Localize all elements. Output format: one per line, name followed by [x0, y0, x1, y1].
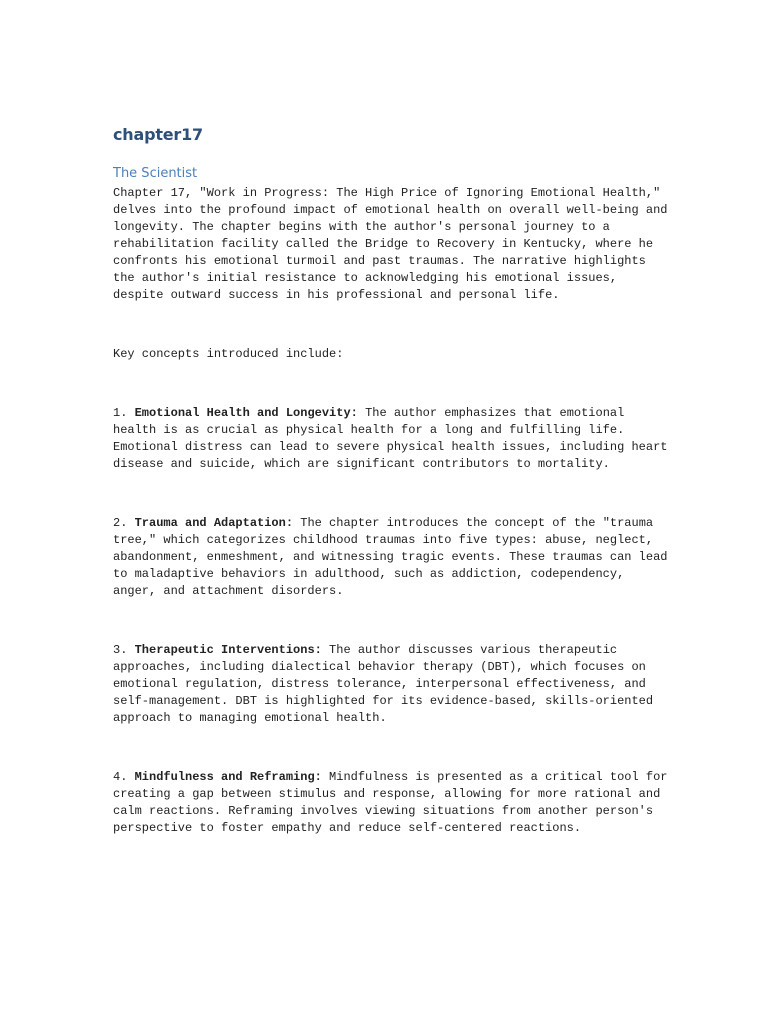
concept-title: Mindfulness and Reframing: [134, 770, 322, 784]
concept-title: Therapeutic Interventions: [134, 643, 322, 657]
concept-text: The chapter introduces the concept of the "trauma tree," which categorizes childhood traumas into five types: abuse, neglect, abandonment, enmeshment, and witnessing tragic events. These traumas can lead to maladaptive behaviors in adulthood, such as addiction, codependency, anger, and attachment disorders. [113, 516, 668, 598]
concept-number: 3. [113, 643, 128, 657]
key-concepts-intro: Key concepts introduced include: [113, 347, 344, 361]
concept-text: The author emphasizes that emotional health is as crucial as physical health for a long and fulfilling life. Emotional distress can lead to severe physical health issues, including heart disease and suicide, which are significant contributors to mortality. [113, 406, 668, 471]
section-heading: The Scientist [113, 166, 198, 181]
concept-title: Emotional Health and Longevity: [134, 406, 358, 420]
document-page [113, 124, 673, 879]
concept-item [113, 769, 673, 837]
concept-number: 1. [113, 406, 128, 420]
concept-text: Mindfulness is presented as a critical tool for creating a gap between stimulus and response, allowing for more rational and calm reactions. Reframing involves viewing situations from another person's perspective to foster empathy and reduce self-centered reactions. [113, 770, 668, 835]
concept-number: 2. [113, 516, 128, 530]
concept-item [113, 642, 673, 727]
concept-title: Trauma and Adaptation: [134, 516, 294, 530]
concept-number: 4. [113, 770, 128, 784]
concept-text: The author discusses various therapeutic approaches, including dialectical behavior therapy (DBT), which focuses on emotional regulation, distress tolerance, interpersonal effectiveness, and self-management. DBT is highlighted for its evidence-based, skills-oriented approach to managing emotional health. [113, 643, 654, 725]
concept-item [113, 405, 673, 473]
chapter-heading: chapter17 [113, 125, 203, 144]
intro-paragraph: Chapter 17, "Work in Progress: The High Price of Ignoring Emotional Health," delves into the profound impact of emotional health on overall well-being and longevity. The chapter begins with the author's personal journey to a rehabilitation facility called the Bridge to Recovery in Kentucky, where he confronts his emotional turmoil and past traumas. The narrative highlights the author's initial resistance to acknowledging his emotional issues, despite outward success in his professional and personal life. [113, 186, 668, 302]
concept-item [113, 515, 673, 600]
